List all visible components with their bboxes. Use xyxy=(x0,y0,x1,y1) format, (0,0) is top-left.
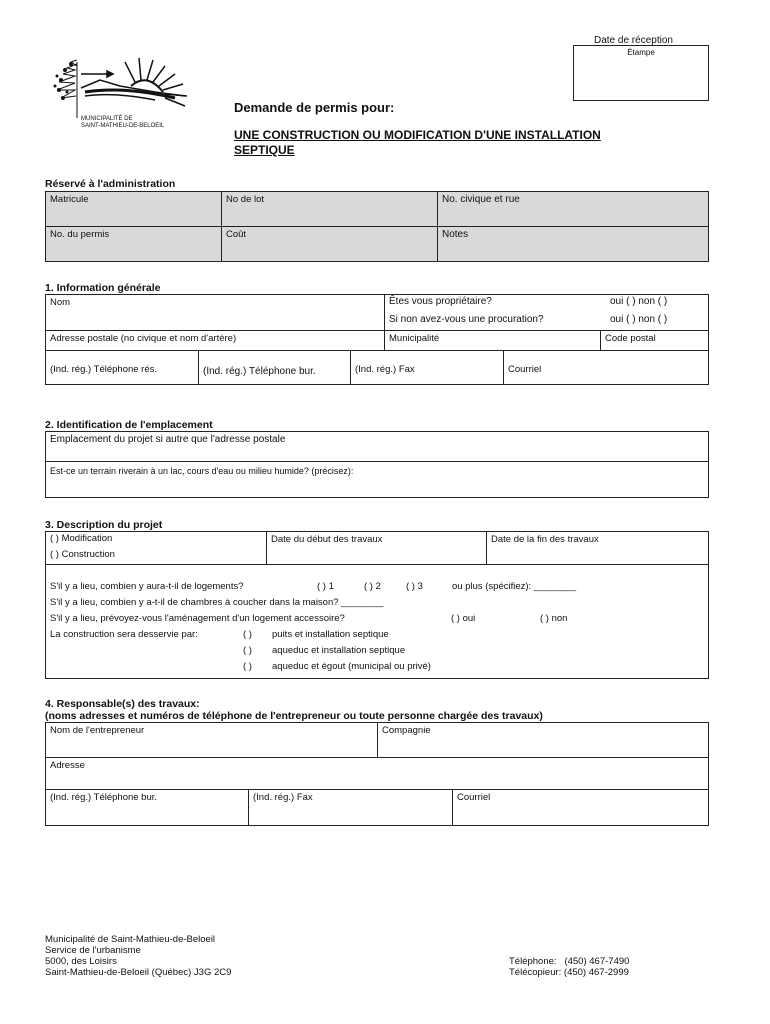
admin-table xyxy=(45,191,709,262)
project-table xyxy=(45,531,709,679)
served-option-2-checkbox[interactable]: ( ) xyxy=(243,645,252,656)
general-info-heading: 1. Information générale xyxy=(45,282,161,294)
email-field[interactable]: Courriel xyxy=(508,364,542,375)
home-phone-field[interactable]: (Ind. rég.) Téléphone rés. xyxy=(50,364,158,375)
lot-number-field[interactable]: No de lot xyxy=(226,194,265,205)
company-field[interactable]: Compagnie xyxy=(382,725,431,736)
civic-address-field[interactable]: No. civique et rue xyxy=(442,194,520,205)
footer-city: Saint-Mathieu-de-Beloeil (Québec) J3G 2C9 xyxy=(45,967,232,978)
owner-question: Êtes vous propriétaire? xyxy=(389,296,492,307)
general-info-table xyxy=(45,294,709,385)
admin-heading: Réservé à l'administration xyxy=(45,178,176,190)
municipality-logo xyxy=(45,52,205,132)
housing-option-1[interactable]: ( ) 1 xyxy=(317,581,334,592)
postal-address-field[interactable]: Adresse postale (no civique et nom d'artère) xyxy=(50,333,237,344)
contractor-heading: 4. Responsable(s) des travaux: xyxy=(45,698,200,710)
location-table xyxy=(45,431,709,498)
start-date-field[interactable]: Date du début des travaux xyxy=(271,534,383,545)
served-option-1-checkbox[interactable]: ( ) xyxy=(243,629,252,640)
contractor-name-field[interactable]: Nom de l'entrepreneur xyxy=(50,725,145,736)
accessory-question: S'il y a lieu, prévoyez-vous l'aménagement d'un logement accessoire? xyxy=(50,613,345,624)
page-subtitle-line2: SEPTIQUE xyxy=(234,143,295,157)
page-subtitle-line1: UNE CONSTRUCTION OU MODIFICATION D'UNE INSTALLATION xyxy=(234,128,601,142)
owner-name-field[interactable]: Nom xyxy=(50,297,71,308)
housing-option-2[interactable]: ( ) 2 xyxy=(364,581,381,592)
permit-number-field[interactable]: No. du permis xyxy=(50,229,110,240)
notes-field[interactable]: Notes xyxy=(442,229,469,240)
accessory-yes[interactable]: ( ) oui xyxy=(451,613,476,624)
construction-checkbox[interactable]: ( ) Construction xyxy=(50,549,115,560)
served-option-2-label: aqueduc et installation septique xyxy=(272,645,406,656)
postal-code-field[interactable]: Code postal xyxy=(605,333,656,344)
municipality-field[interactable]: Municipalité xyxy=(389,333,440,344)
bedrooms-question[interactable]: S'il y a lieu, combien y a-t-il de chambres à coucher dans la maison? ________ xyxy=(50,597,384,608)
page-title: Demande de permis pour: xyxy=(234,100,395,115)
contractor-phone-field[interactable]: (Ind. rég.) Téléphone bur. xyxy=(50,792,158,803)
stamp-box[interactable] xyxy=(573,45,709,101)
logo-text-line1: MUNICIPALITÉ DE xyxy=(81,116,133,122)
matricule-field[interactable]: Matricule xyxy=(50,194,89,205)
cost-field[interactable]: Coût xyxy=(226,229,247,240)
work-phone-field[interactable]: (Ind. rég.) Téléphone bur. xyxy=(203,366,316,377)
housing-option-more[interactable]: ou plus (spécifiez): ________ xyxy=(452,581,577,592)
footer-street: 5000, des Loisirs xyxy=(45,956,117,967)
served-option-3-checkbox[interactable]: ( ) xyxy=(243,661,252,672)
project-description-heading: 3. Description du projet xyxy=(45,519,163,531)
location-heading: 2. Identification de l'emplacement xyxy=(45,419,213,431)
riverside-field[interactable]: Est-ce un terrain riverain à un lac, cours d'eau ou milieu humide? (précisez): xyxy=(50,466,354,476)
housing-option-3[interactable]: ( ) 3 xyxy=(406,581,423,592)
modification-checkbox[interactable]: ( ) Modification xyxy=(50,533,113,544)
contractor-address-field[interactable]: Adresse xyxy=(50,760,85,771)
footer-fax: Télécopieur: (450) 467-2999 xyxy=(509,967,629,978)
owner-options[interactable]: oui ( ) non ( ) xyxy=(610,296,668,307)
end-date-field[interactable]: Date de la fin des travaux xyxy=(491,534,599,545)
served-question: La construction sera desservie par: xyxy=(50,629,198,640)
contractor-table xyxy=(45,722,709,826)
contractor-subheading: (noms adresses et numéros de téléphone de l'entrepreneur ou toute personne chargée des travaux) xyxy=(45,710,543,722)
proxy-options[interactable]: oui ( ) non ( ) xyxy=(610,314,668,325)
stamp-label: Date de réception xyxy=(594,35,673,46)
footer-department: Service de l'urbanisme xyxy=(45,945,141,956)
proxy-question: Si non avez-vous une procuration? xyxy=(389,314,544,325)
accessory-no[interactable]: ( ) non xyxy=(540,613,568,624)
housing-question: S'il y a lieu, combien y aura-t-il de logements? xyxy=(50,581,244,592)
contractor-email-field[interactable]: Courriel xyxy=(457,792,491,803)
served-option-3-label: aqueduc et égout (municipal ou privé) xyxy=(272,661,431,672)
stamp-sublabel: Étampe xyxy=(627,48,655,57)
footer-municipality: Municipalité de Saint-Mathieu-de-Beloeil xyxy=(45,934,216,945)
served-option-1-label: puits et installation septique xyxy=(272,629,389,640)
fax-field[interactable]: (Ind. rég.) Fax xyxy=(355,364,415,375)
contractor-fax-field[interactable]: (Ind. rég.) Fax xyxy=(253,792,313,803)
project-site-field[interactable]: Emplacement du projet si autre que l'adresse postale xyxy=(50,434,286,445)
footer-phone: Téléphone: (450) 467-7490 xyxy=(509,956,630,967)
logo-text-line2: SAINT-MATHIEU-DE-BELOEIL xyxy=(81,123,165,129)
